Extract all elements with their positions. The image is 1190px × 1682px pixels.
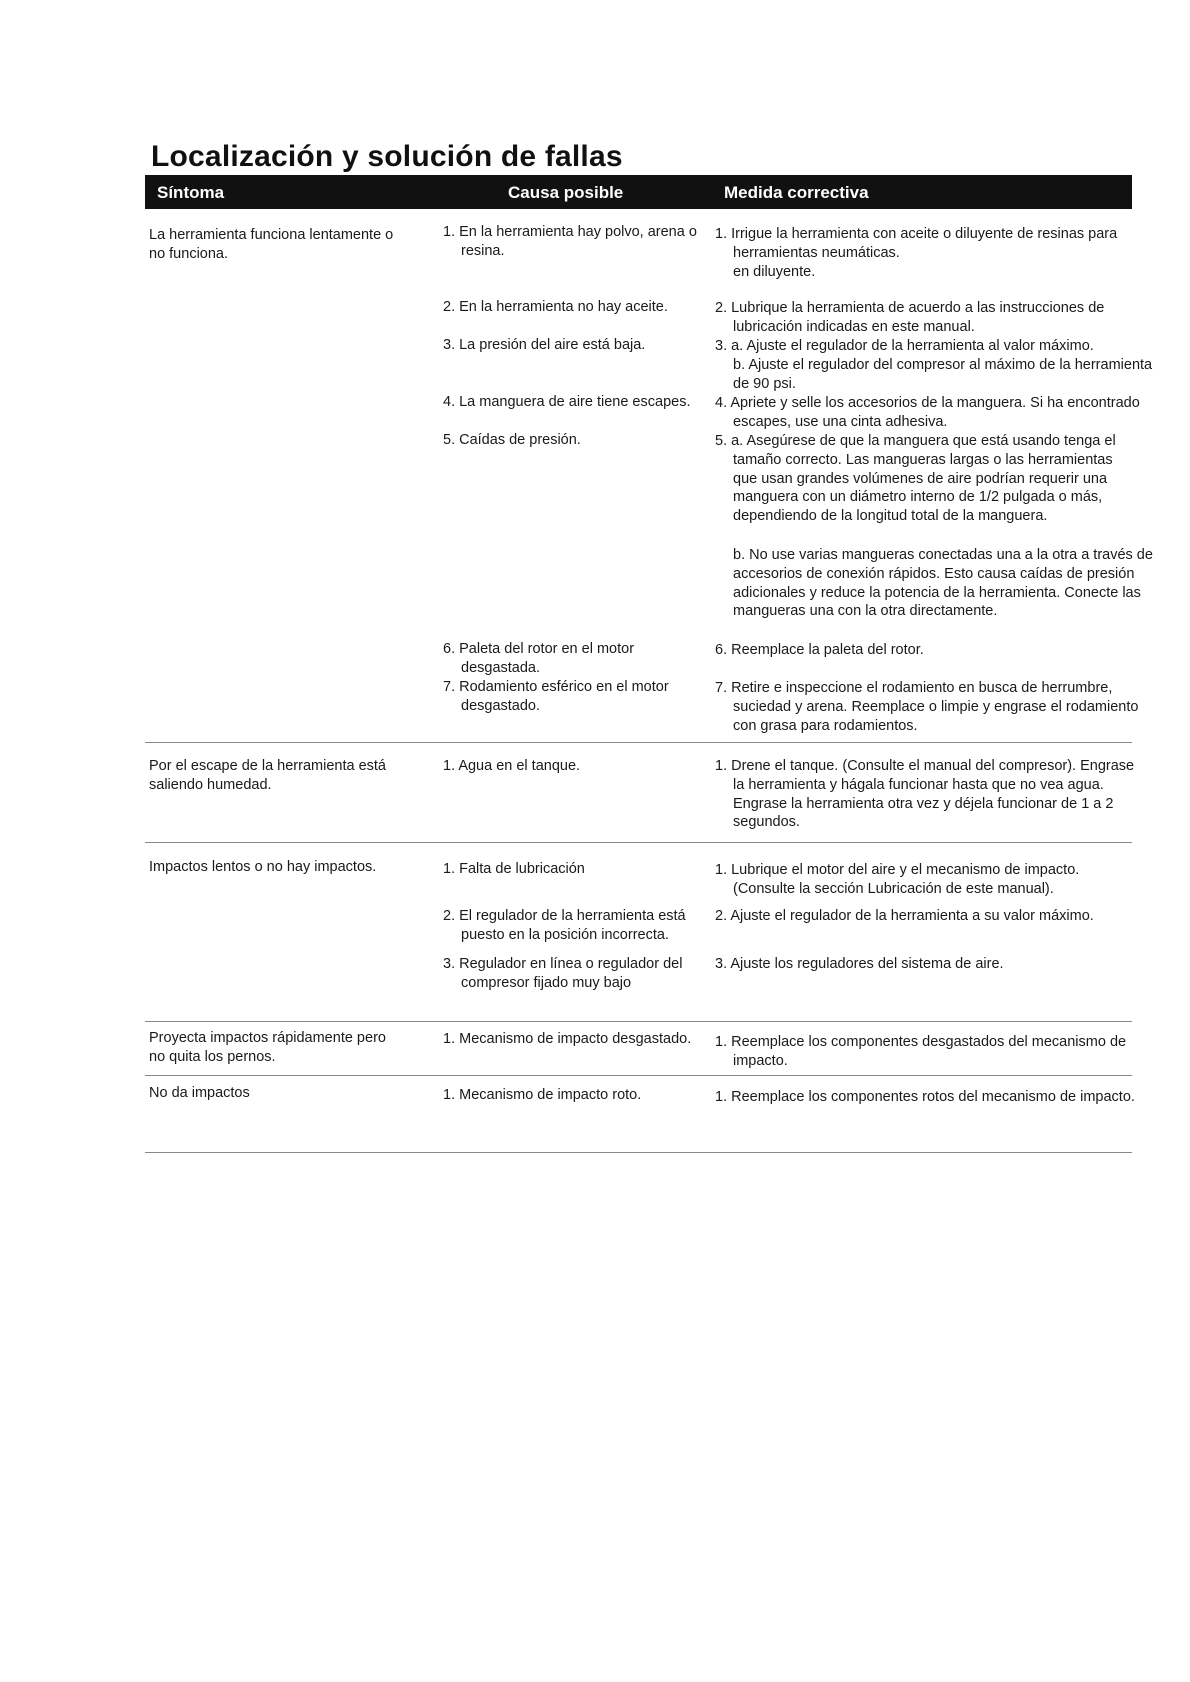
header-cause: Causa posible <box>508 183 624 202</box>
table-row <box>145 1021 1132 1076</box>
header-fix: Medida correctiva <box>724 183 869 202</box>
table-row <box>145 1075 1135 1152</box>
fix-item-cont: b. Ajuste el regulador del compresor al máximo de la herramienta de 90 psi. <box>733 357 1153 392</box>
symptom-text: Por el escape de la herramienta está saliendo humedad. <box>149 758 386 793</box>
fix-item: 4. Apriete y selle los accesorios de la manguera. Si ha encontrado escapes, use una cinta adhesiva. <box>715 395 1140 430</box>
fix-item-cont: b. No use varias mangueras conectadas una a la otra a través de accesorios de conexión rápidos. Esto causa caídas de presión adicionales y reduce la potencia de la herramienta. Conecte las mangueras una con la otra directamente. <box>733 547 1153 620</box>
cause-item: 7. Rodamiento esférico en el motor desgastado. <box>443 679 669 714</box>
fix-item: 1. Reemplace los componentes rotos del mecanismo de impacto. <box>715 1089 1135 1105</box>
fix-item: 3. Ajuste los reguladores del sistema de aire. <box>715 956 1004 972</box>
fix-item: 2. Lubrique la herramienta de acuerdo a las instrucciones de lubricación indicadas en este manual. <box>715 300 1105 335</box>
cause-item: 3. La presión del aire está baja. <box>443 337 646 353</box>
symptom-text: Impactos lentos o no hay impactos. <box>149 859 377 875</box>
fix-item: 2. Ajuste el regulador de la herramienta a su valor máximo. <box>715 908 1094 924</box>
fix-item: 1. Reemplace los componentes desgastados del mecanismo de impacto. <box>715 1034 1127 1069</box>
fix-item: 1. Lubrique el motor del aire y el mecanismo de impacto. (Consulte la sección Lubricación de este manual). <box>715 862 1080 897</box>
cause-item: 6. Paleta del rotor en el motor desgastada. <box>443 641 635 676</box>
fix-item: 6. Reemplace la paleta del rotor. <box>715 642 924 658</box>
cause-item: 1. Falta de lubricación <box>443 861 585 877</box>
symptom-text: Proyecta impactos rápidamente pero no quita los pernos. <box>149 1030 386 1065</box>
symptom-text: No da impactos <box>149 1085 250 1101</box>
cause-item: 2. En la herramienta no hay aceite. <box>443 299 668 315</box>
cause-item: 4. La manguera de aire tiene escapes. <box>443 394 691 410</box>
fix-item: 3. a. Ajuste el regulador de la herramienta al valor máximo. <box>715 338 1094 354</box>
table-bottom-rule <box>145 1152 1132 1153</box>
fix-item: 5. a. Asegúrese de que la manguera que está usando tenga el tamaño correcto. Las mangueras largas o las herramientas que usan grandes volúmenes de aire podrían requerir una manguera con un diámetro interno de 1/2 pulgada o más, dependiendo de la longitud total de la manguera. <box>715 433 1116 525</box>
cause-item: 1. En la herramienta hay polvo, arena o resina. <box>443 224 697 259</box>
fix-item: 7. Retire e inspeccione el rodamiento en busca de herrumbre, suciedad y arena. Reemplace o limpie y engrase el rodamiento con grasa para rodamientos. <box>715 680 1139 734</box>
cause-item: 5. Caídas de presión. <box>443 432 581 448</box>
table-row <box>145 209 1153 743</box>
table-row <box>145 742 1135 843</box>
header-symptom: Síntoma <box>157 183 225 202</box>
symptom-text: La herramienta funciona lentamente o no funciona. <box>149 227 394 262</box>
cause-item: 1. Agua en el tanque. <box>443 758 581 774</box>
fix-item-cont: en diluyente. <box>733 264 816 280</box>
table-header <box>145 175 1132 209</box>
page-title: Localización y solución de fallas <box>151 140 623 173</box>
cause-item: 1. Mecanismo de impacto desgastado. <box>443 1031 692 1047</box>
table-row <box>145 842 1132 1022</box>
cause-item: 3. Regulador en línea o regulador del compresor fijado muy bajo <box>443 956 683 991</box>
fix-item: 1. Drene el tanque. (Consulte el manual del compresor). Engrase la herramienta y hágala funcionar hasta que no vea agua. Engrase la herramienta otra vez y déjela funcionar de 1 a 2 segundos. <box>715 758 1135 831</box>
cause-item: 2. El regulador de la herramienta está puesto en la posición incorrecta. <box>443 908 686 943</box>
fix-item: 1. Irrigue la herramienta con aceite o diluyente de resinas para herramientas neumáticas. <box>715 226 1118 261</box>
cause-item: 1. Mecanismo de impacto roto. <box>443 1087 642 1103</box>
